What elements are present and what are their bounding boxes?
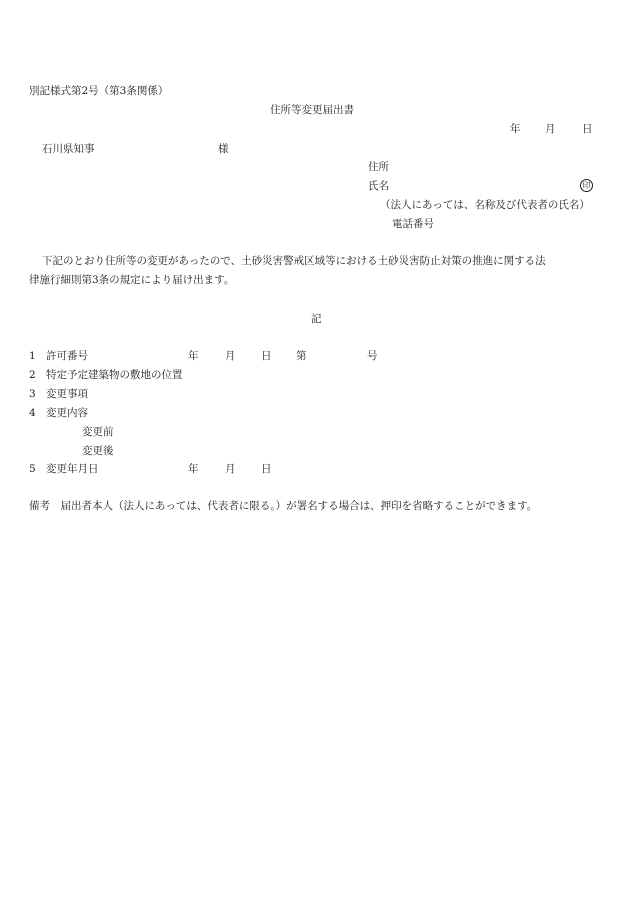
- remarks-note: 備考 届出者本人（法人にあっては、代表者に限る。）が署名する場合は、押印を省略することができます。: [29, 500, 538, 512]
- item-5-label: 変更年月日: [46, 463, 99, 475]
- item-5-number: 5: [29, 463, 36, 475]
- item-5-day: 日: [261, 463, 272, 475]
- item-1-day: 日: [261, 350, 272, 362]
- body-line-2: 律施行細則第3条の規定により届け出ます。: [29, 274, 235, 286]
- item-1-year: 年: [188, 350, 199, 362]
- item-1-gou: 号: [367, 350, 378, 362]
- honorific: 様: [218, 143, 229, 155]
- item-1-number: 1: [29, 350, 36, 362]
- ki-heading: 記: [311, 313, 322, 325]
- body-line-1: 下記のとおり住所等の変更があったので、土砂災害警戒区域等における土砂災害防止対策の推進に関する法: [42, 255, 546, 267]
- address-label: 住所: [368, 161, 389, 173]
- date-month: 月: [545, 123, 556, 135]
- form-number: 別記様式第2号（第3条関係）: [29, 85, 169, 97]
- corporation-note: （法人にあっては、名称及び代表者の氏名）: [380, 199, 590, 211]
- item-2-label: 特定予定建築物の敷地の位置: [46, 369, 183, 381]
- name-label: 氏名: [368, 180, 389, 192]
- seal-mark: 印: [580, 179, 593, 192]
- date-year: 年: [510, 123, 521, 135]
- item-1-month: 月: [225, 350, 236, 362]
- item-1-label: 許可番号: [46, 350, 88, 362]
- phone-label: 電話番号: [392, 218, 434, 230]
- item-4-number: 4: [29, 407, 36, 419]
- item-3-number: 3: [29, 388, 36, 400]
- item-5-month: 月: [225, 463, 236, 475]
- addressee: 石川県知事: [42, 143, 95, 155]
- date-day: 日: [582, 123, 593, 135]
- item-1-dai: 第: [296, 350, 307, 362]
- item-5-year: 年: [188, 463, 199, 475]
- item-4-label: 変更内容: [46, 407, 88, 419]
- item-3-label: 変更事項: [46, 388, 88, 400]
- item-4-before: 変更前: [82, 426, 114, 438]
- item-4-after: 変更後: [82, 445, 114, 457]
- document-title: 住所等変更届出書: [270, 104, 354, 116]
- item-2-number: 2: [29, 369, 36, 381]
